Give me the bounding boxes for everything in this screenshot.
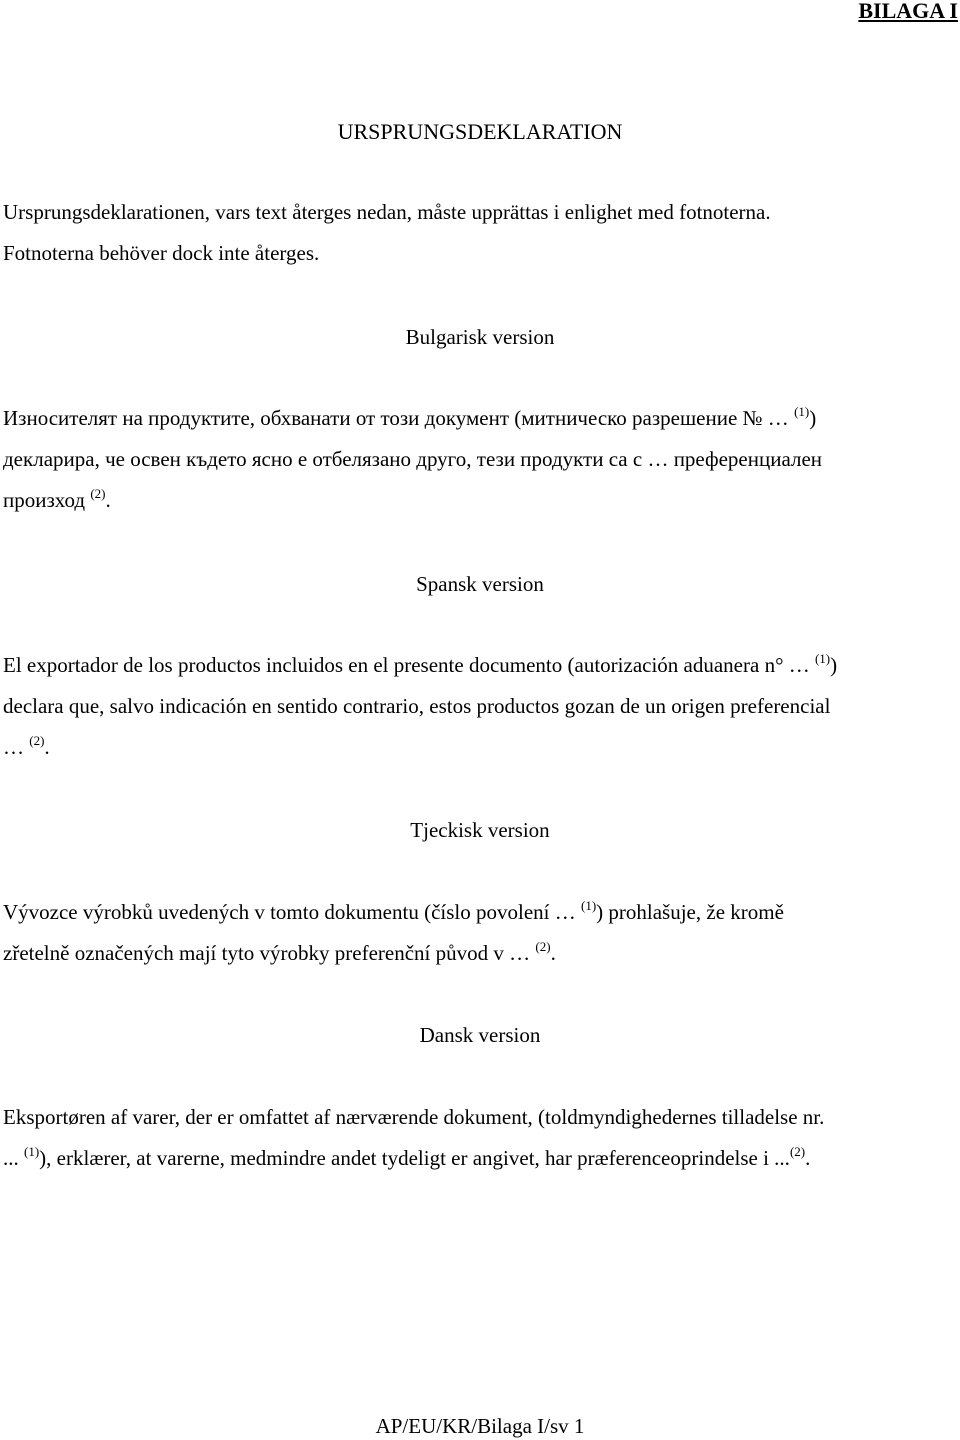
bulgarian-line-3 [3,480,953,521]
section-heading-danish: Dansk version [419,1023,541,1047]
spanish-line-3 [3,727,953,768]
czech-text-1a: Vývozce výrobků uvedených v tomto dokumentu (číslo povolení … [3,900,581,924]
spanish-text-1a: El exportador de los productos incluidos en el presente documento (autorización aduanera n° … [3,653,815,677]
bulgarian-text-3a: произход [3,488,91,512]
spanish-text-1b: ) [830,653,838,677]
danish-line-2 [3,1138,953,1179]
czech-text-2a: zřetelně označených mají tyto výrobky preferenční původ v … [3,941,536,965]
spanish-line-2: declara que, salvo indicación en sentido contrario, estos productos gozan de un origen preferencial [3,694,831,718]
paragraph-danish [3,1097,953,1179]
section-heading-bulgarian: Bulgarisk version [405,325,555,349]
footnote-mark-2: (2) [535,939,551,954]
document-title: URSPRUNGSDEKLARATION [337,119,623,144]
bulgarian-line-2: декларира, че освен където ясно е отбелязано друго, тези продукти са с … преференциален [3,447,823,471]
annex-label: BILAGA I [858,0,958,23]
footnote-mark-2: (2) [29,733,45,748]
paragraph-spanish [3,645,953,768]
danish-text-2c: . [805,1146,811,1170]
bulgarian-line-1 [3,398,953,439]
spanish-text-3a: … [3,735,30,759]
footnote-mark-2: (2) [789,1144,806,1159]
paragraph-czech [3,892,953,974]
footnote-mark-1: (1) [580,898,597,913]
footnote-mark-1: (1) [24,1144,40,1159]
czech-text-1b: ) prohlašuje, že kromě [596,900,784,924]
bulgarian-text-1a: Износителят на продуктите, обхванати от този документ (митническо разрешение № … [3,406,795,430]
paragraph-bulgarian [3,398,953,521]
intro-line-2: Fotnoterna behöver dock inte återges. [3,241,320,265]
danish-text-2a: ... [3,1146,24,1170]
spanish-line-1 [3,645,953,686]
footnote-mark-1: (1) [794,404,810,419]
section-heading-spanish: Spansk version [416,572,544,596]
intro-line-1: Ursprungsdeklarationen, vars text återges nedan, måste upprättas i enlighet med fotnoterna. [3,200,771,224]
danish-line-1: Eksportøren af varer, der er omfattet af nærværende dokument, (toldmyndighedernes tilladelse nr. [3,1105,825,1129]
footnote-mark-1: (1) [814,651,831,666]
czech-line-2 [3,933,953,974]
bulgarian-text-1b: ) [809,406,817,430]
footnote-mark-2: (2) [90,486,106,501]
spanish-text-3b: . [44,735,50,759]
czech-text-2b: . [550,941,556,965]
intro-paragraph [3,192,953,274]
czech-line-1 [3,892,953,933]
section-heading-czech: Tjeckisk version [410,818,550,842]
page-footer: AP/EU/KR/Bilaga I/sv 1 [375,1414,585,1438]
danish-text-2b: ), erklærer, at varerne, medmindre andet tydeligt er angivet, har præferenceoprindelse i ... [39,1146,790,1170]
bulgarian-text-3b: . [105,488,111,512]
